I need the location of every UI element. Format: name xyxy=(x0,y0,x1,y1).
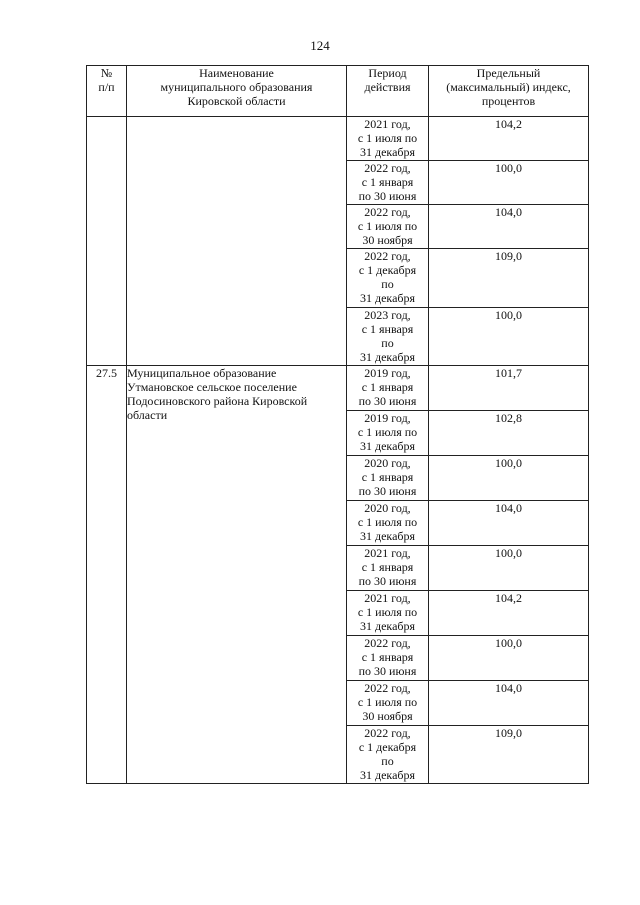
row-number-cell xyxy=(87,117,127,366)
index-cell: 104,0 xyxy=(429,205,589,249)
index-cell: 109,0 xyxy=(429,249,589,308)
header-line: действия xyxy=(364,80,411,94)
period-line: с 1 июля по xyxy=(357,605,418,619)
period-line: 2019 год, xyxy=(364,366,411,380)
index-cell: 104,2 xyxy=(429,117,589,161)
period-line: 31 декабря xyxy=(359,291,416,305)
header-line: Предельный xyxy=(476,66,541,80)
period-line: с 1 июля по xyxy=(357,695,418,709)
period-line: 30 ноября xyxy=(362,709,413,723)
header-line: п/п xyxy=(98,80,115,94)
row-number-cell: 27.5 xyxy=(87,366,127,784)
period-line: 2022 год, xyxy=(364,636,411,650)
period-line: 2022 год, xyxy=(364,681,411,695)
period-line: с 1 декабря xyxy=(358,263,417,277)
period-line: с 1 января xyxy=(361,650,414,664)
period-cell xyxy=(347,366,429,411)
index-cell: 102,8 xyxy=(429,411,589,456)
header-period xyxy=(347,66,429,117)
page-number: 124 xyxy=(310,38,330,53)
period-line: 2021 год, xyxy=(364,546,411,560)
header-line: муниципального образования xyxy=(160,80,313,94)
period-cell xyxy=(347,117,429,161)
index-cell: 100,0 xyxy=(429,546,589,591)
period-cell xyxy=(347,726,429,784)
period-cell xyxy=(347,501,429,546)
index-cell: 109,0 xyxy=(429,726,589,784)
header-number xyxy=(87,66,127,117)
period-line: 2021 год, xyxy=(364,117,411,131)
period-line: по 30 июня xyxy=(358,664,417,678)
period-line: с 1 июля по xyxy=(357,425,418,439)
period-line: по 30 июня xyxy=(358,574,417,588)
period-line: с 1 декабря xyxy=(358,740,417,754)
period-cell xyxy=(347,591,429,636)
period-cell xyxy=(347,546,429,591)
period-line: по 30 июня xyxy=(358,189,417,203)
header-municipality xyxy=(127,66,347,117)
period-line: 2022 год, xyxy=(364,205,411,219)
period-cell xyxy=(347,205,429,249)
index-cell: 100,0 xyxy=(429,161,589,205)
period-cell xyxy=(347,249,429,308)
period-line: 2022 год, xyxy=(364,726,411,740)
period-line: 2019 год, xyxy=(364,411,411,425)
tariff-index-table xyxy=(86,65,589,784)
municipality-line: области xyxy=(127,408,168,422)
header-line: Период xyxy=(368,66,407,80)
period-line: 31 декабря xyxy=(359,350,416,364)
header-line: Кировской области xyxy=(187,94,286,108)
period-cell xyxy=(347,456,429,501)
period-line: по xyxy=(381,277,394,291)
table-row xyxy=(87,366,589,411)
period-line: 31 декабря xyxy=(359,619,416,633)
municipality-cell xyxy=(127,366,347,784)
period-line: по xyxy=(381,336,394,350)
municipality-line: Муниципальное образование xyxy=(127,366,277,380)
period-line: с 1 июля по xyxy=(357,515,418,529)
header-line: процентов xyxy=(481,94,536,108)
period-line: с 1 января xyxy=(361,175,414,189)
period-line: с 1 января xyxy=(361,322,414,336)
period-line: с 1 января xyxy=(361,470,414,484)
index-cell: 104,0 xyxy=(429,681,589,726)
period-line: 30 ноября xyxy=(362,233,413,247)
index-cell: 100,0 xyxy=(429,308,589,366)
header-line: № xyxy=(100,66,113,80)
period-line: с 1 июля по xyxy=(357,131,418,145)
period-line: с 1 июля по xyxy=(357,219,418,233)
header-line: (максимальный) индекс, xyxy=(446,80,571,94)
index-cell: 104,2 xyxy=(429,591,589,636)
period-line: по 30 июня xyxy=(358,484,417,498)
table-header-row xyxy=(87,66,589,117)
period-line: 2022 год, xyxy=(364,161,411,175)
index-cell: 100,0 xyxy=(429,636,589,681)
period-cell xyxy=(347,411,429,456)
period-line: 31 декабря xyxy=(359,768,416,782)
period-line: 2020 год, xyxy=(364,456,411,470)
period-cell xyxy=(347,161,429,205)
index-cell: 101,7 xyxy=(429,366,589,411)
period-cell xyxy=(347,681,429,726)
period-line: с 1 января xyxy=(361,560,414,574)
header-index xyxy=(429,66,589,117)
period-line: 2023 год, xyxy=(364,308,411,322)
period-line: 31 декабря xyxy=(359,529,416,543)
period-line: по 30 июня xyxy=(358,394,417,408)
period-line: 2022 год, xyxy=(364,249,411,263)
period-line: по xyxy=(381,754,394,768)
municipality-line: Утмановское сельское поселение xyxy=(127,380,297,394)
index-cell: 104,0 xyxy=(429,501,589,546)
period-line: 31 декабря xyxy=(359,439,416,453)
municipality-cell xyxy=(127,117,347,366)
header-line: Наименование xyxy=(199,66,274,80)
table-row xyxy=(87,117,589,161)
period-cell xyxy=(347,636,429,681)
period-line: 31 декабря xyxy=(359,145,416,159)
index-cell: 100,0 xyxy=(429,456,589,501)
period-cell xyxy=(347,308,429,366)
period-line: с 1 января xyxy=(361,380,414,394)
period-line: 2021 год, xyxy=(364,591,411,605)
period-line: 2020 год, xyxy=(364,501,411,515)
municipality-line: Подосиновского района Кировской xyxy=(127,394,308,408)
